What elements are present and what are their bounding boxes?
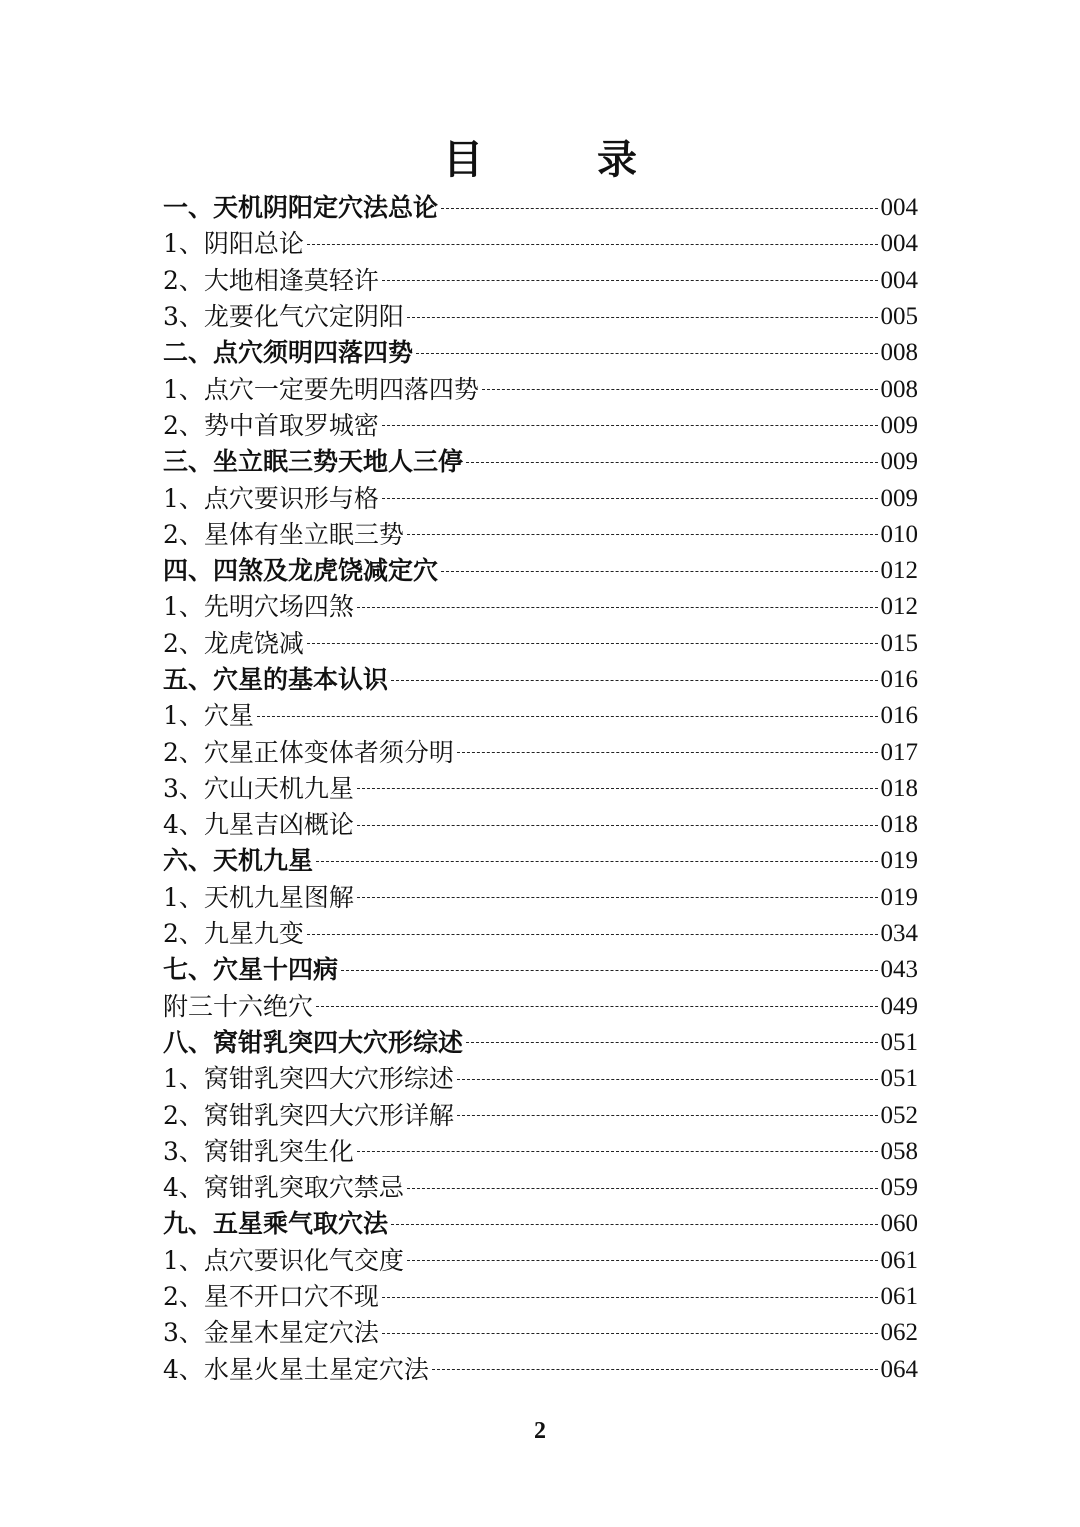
toc-entry-page-number: 012: [880, 557, 918, 585]
toc-entry-page-number: 018: [880, 774, 918, 802]
toc-entry: [163, 1243, 918, 1279]
toc-entry-page-number: 052: [880, 1101, 918, 1129]
toc-entry-label: 1、窝钳乳突四大穴形综述: [163, 1064, 454, 1094]
toc-entry-label: 四、四煞及龙虎饶减定穴: [163, 556, 439, 586]
dotted-leader: [457, 1079, 878, 1080]
toc-entry-page-number: 009: [880, 448, 918, 476]
dotted-leader: [357, 788, 878, 789]
toc-entry-label: 1、穴星: [163, 701, 254, 731]
toc-section-heading: [163, 1206, 918, 1242]
dotted-leader: [407, 1260, 878, 1261]
toc-entry: [163, 1279, 918, 1315]
toc-entry-label: 五、穴星的基本认识: [163, 665, 389, 694]
toc-entry-page-number: 059: [880, 1174, 918, 1202]
toc-entry: [163, 299, 918, 335]
toc-section-heading: [163, 662, 918, 698]
toc-entry: [163, 480, 918, 516]
dotted-leader: [432, 1369, 878, 1370]
toc-entry: [163, 989, 918, 1025]
toc-entry-page-number: 016: [880, 702, 918, 730]
dotted-leader: [391, 680, 877, 681]
dotted-leader: [357, 1151, 878, 1152]
toc-entry-page-number: 009: [880, 411, 918, 439]
toc-entry: [163, 734, 918, 770]
toc-entry-label: 2、窝钳乳突四大穴形详解: [163, 1100, 454, 1130]
toc-entry: [163, 880, 918, 916]
toc-section-heading: [163, 335, 918, 371]
toc-entry: [163, 226, 918, 262]
toc-entry-page-number: 034: [880, 920, 918, 948]
toc-entry: [163, 1061, 918, 1097]
toc-entry: [163, 1097, 918, 1133]
toc-entry-page-number: 061: [880, 1283, 918, 1311]
dotted-leader: [316, 861, 877, 862]
dotted-leader: [441, 208, 877, 209]
toc-section-heading: [163, 444, 918, 480]
dotted-leader: [307, 934, 878, 935]
toc-entry-label: 1、点穴一定要先明四落四势: [163, 374, 479, 404]
toc-entry-label: 4、九星吉凶概论: [163, 810, 354, 840]
toc-entry-page-number: 018: [880, 811, 918, 839]
page-title: 目 录: [443, 136, 687, 183]
dotted-leader: [257, 716, 878, 717]
toc-section-heading: [163, 952, 918, 988]
dotted-leader: [307, 643, 878, 644]
toc-entry-page-number: 064: [880, 1355, 918, 1383]
dotted-leader: [357, 825, 878, 826]
toc-entry: [163, 916, 918, 952]
table-of-contents: [163, 190, 918, 1388]
toc-entry-label: 三、坐立眠三势天地人三停: [163, 447, 464, 477]
toc-entry: [163, 807, 918, 843]
toc-section-heading: [163, 553, 918, 589]
toc-entry-label: 九、五星乘气取穴法: [163, 1209, 389, 1239]
dotted-leader: [357, 897, 878, 898]
toc-entry-label: 4、窝钳乳突取穴禁忌: [163, 1173, 404, 1203]
toc-entry: [163, 698, 918, 734]
toc-entry-label: 七、穴星十四病: [163, 955, 339, 985]
toc-section-heading: [163, 1025, 918, 1061]
toc-entry-page-number: 009: [880, 484, 918, 512]
dotted-leader: [307, 244, 878, 245]
dotted-leader: [382, 425, 878, 426]
dotted-leader: [466, 462, 877, 463]
toc-entry-page-number: 004: [880, 266, 918, 294]
toc-entry: [163, 408, 918, 444]
dotted-leader: [316, 1006, 877, 1007]
toc-entry: [163, 771, 918, 807]
dotted-leader: [441, 571, 877, 572]
dotted-leader: [416, 353, 877, 354]
dotted-leader: [382, 1333, 878, 1334]
toc-entry-label: 1、点穴要识形与格: [163, 483, 379, 513]
dotted-leader: [407, 317, 878, 318]
toc-entry-label: 八、窝钳乳突四大穴形综述: [163, 1027, 464, 1057]
toc-entry-page-number: 049: [880, 992, 918, 1020]
toc-entry-page-number: 019: [880, 847, 918, 875]
toc-entry-label: 2、势中首取罗城密: [163, 410, 379, 440]
toc-entry-label: 3、穴山天机九星: [163, 773, 354, 803]
toc-section-heading: [163, 843, 918, 879]
dotted-leader: [482, 389, 878, 390]
toc-entry-label: 1、先明穴场四煞: [163, 592, 354, 622]
toc-entry-page-number: 016: [880, 666, 918, 693]
dotted-leader: [341, 970, 877, 971]
toc-entry: [163, 517, 918, 553]
toc-entry-label: 二、点穴须明四落四势: [163, 338, 414, 368]
toc-entry-label: 2、龙虎饶减: [163, 628, 304, 658]
toc-entry-page-number: 010: [880, 520, 918, 548]
toc-entry-page-number: 012: [880, 593, 918, 621]
toc-entry-label: 1、点穴要识化气交度: [163, 1245, 404, 1275]
toc-entry: [163, 589, 918, 625]
toc-entry-page-number: 061: [880, 1246, 918, 1274]
dotted-leader: [382, 1297, 878, 1298]
toc-entry-label: 2、穴星正体变体者须分明: [163, 737, 454, 767]
dotted-leader: [407, 534, 878, 535]
toc-entry-label: 3、窝钳乳突生化: [163, 1136, 354, 1166]
toc-entry: [163, 1170, 918, 1206]
toc-entry: [163, 1315, 918, 1351]
toc-entry: [163, 263, 918, 299]
toc-entry-label: 1、阴阳总论: [163, 229, 304, 259]
toc-section-heading: [163, 190, 918, 226]
toc-entry-page-number: 004: [880, 194, 918, 222]
toc-entry-label: 2、星体有坐立眠三势: [163, 519, 404, 549]
dotted-leader: [382, 498, 878, 499]
toc-entry-page-number: 005: [880, 303, 918, 331]
toc-entry-label: 一、天机阴阳定穴法总论: [163, 193, 439, 223]
toc-entry-page-number: 051: [880, 1028, 918, 1056]
toc-entry-page-number: 015: [880, 629, 918, 657]
dotted-leader: [357, 607, 878, 608]
toc-entry-label: 1、天机九星图解: [163, 882, 354, 912]
dotted-leader: [457, 1115, 878, 1116]
toc-entry-label: 4、水星火星土星定穴法: [163, 1354, 429, 1384]
toc-entry-label: 2、九星九变: [163, 919, 304, 949]
toc-entry-label: 2、星不开口穴不现: [163, 1282, 379, 1312]
page-number: 2: [534, 1418, 546, 1444]
dotted-leader: [382, 280, 878, 281]
toc-entry: [163, 1134, 918, 1170]
dotted-leader: [391, 1224, 877, 1225]
dotted-leader: [466, 1042, 877, 1043]
toc-entry-page-number: 043: [880, 956, 918, 984]
toc-entry-label: 3、龙要化气穴定阴阳: [163, 302, 404, 332]
toc-entry-page-number: 051: [880, 1065, 918, 1093]
toc-entry-page-number: 008: [880, 339, 918, 367]
toc-entry-page-number: 017: [880, 738, 918, 766]
toc-entry-label: 3、金星木星定穴法: [163, 1318, 379, 1348]
dotted-leader: [407, 1188, 878, 1189]
dotted-leader: [457, 752, 878, 753]
toc-entry: [163, 371, 918, 407]
toc-entry-label: 2、大地相逢莫轻许: [163, 265, 379, 295]
toc-entry-label: 附三十六绝穴: [163, 991, 314, 1021]
toc-entry-page-number: 008: [880, 375, 918, 403]
toc-entry-page-number: 058: [880, 1137, 918, 1165]
toc-entry-label: 六、天机九星: [163, 846, 314, 876]
toc-entry: [163, 626, 918, 662]
toc-entry-page-number: 062: [880, 1319, 918, 1347]
toc-entry-page-number: 019: [880, 883, 918, 911]
toc-entry: [163, 1352, 918, 1388]
toc-entry-page-number: 004: [880, 230, 918, 258]
toc-entry-page-number: 060: [880, 1210, 918, 1238]
